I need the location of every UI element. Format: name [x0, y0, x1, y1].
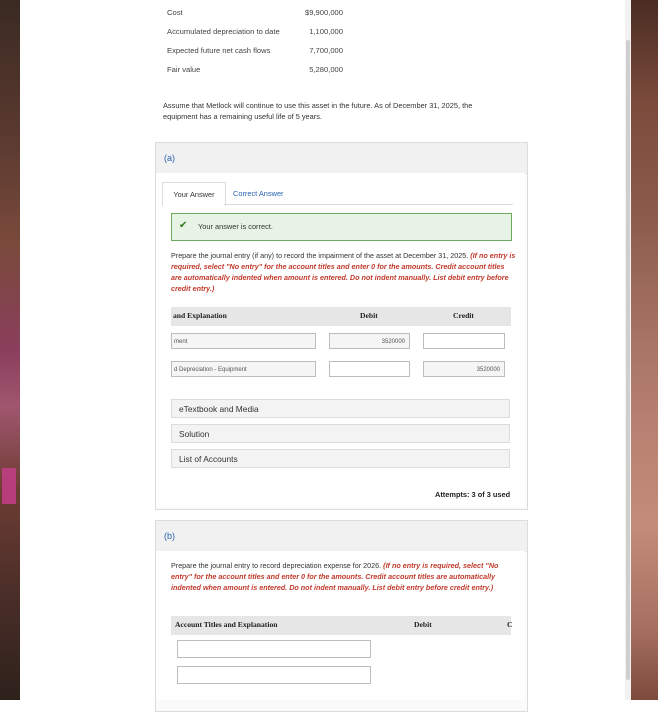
journal-table-header — [171, 307, 511, 326]
col-debit-header: Debit — [360, 311, 378, 320]
fact-label: Fair value — [167, 65, 201, 74]
account-title-input[interactable] — [177, 640, 371, 658]
account-title-input[interactable]: ment — [171, 333, 316, 349]
tab-correct-answer[interactable]: Correct Answer — [233, 189, 284, 198]
correct-answer-banner — [171, 213, 512, 241]
solution-link[interactable]: Solution — [171, 424, 510, 443]
credit-input[interactable]: 3520000 — [423, 361, 505, 377]
background-photo-left — [0, 0, 20, 700]
part-b-label: (b) — [164, 531, 175, 541]
fact-value: 5,280,000 — [309, 65, 343, 74]
account-title-input[interactable]: d Depreciation - Equipment — [171, 361, 316, 377]
background-photo-right — [631, 0, 658, 700]
checkmark-icon: ✔ — [179, 220, 188, 231]
scrollbar-thumb[interactable] — [626, 40, 630, 680]
chevron-left-icon — [2, 468, 16, 504]
fact-label: Accumulated depreciation to date — [167, 27, 280, 36]
fact-value: 7,700,000 — [309, 46, 343, 55]
instruction-note: (If no entry is required, select "No entry" for the account titles and enter 0 for the amounts. Credit account titles are automatically indented when amount is entered. Do not indent manually. List debit entry before credit entry.) — [171, 561, 499, 592]
fact-label: Expected future net cash flows — [167, 46, 271, 55]
col-debit-header: Debit — [414, 620, 432, 629]
debit-input[interactable]: 3520000 — [329, 333, 410, 349]
instruction-note: (If no entry is required, select "No entry" for the account titles and enter 0 for the amounts. Credit account titles are automatically indented when amount is entered. Do not indent manually. List debit entry before credit entry.) — [171, 251, 516, 293]
journal-table-header — [171, 616, 511, 635]
fact-value: 1,100,000 — [309, 27, 343, 36]
part-a-label: (a) — [164, 153, 175, 163]
part-b-instructions — [171, 560, 516, 593]
col-credit-header: Credit — [453, 311, 474, 320]
tab-divider — [224, 204, 513, 205]
etextbook-link[interactable]: eTextbook and Media — [171, 399, 510, 418]
instruction-text: Prepare the journal entry (if any) to record the impairment of the asset at December 31, 2025. — [171, 251, 469, 260]
part-b-header — [156, 521, 527, 552]
correct-message: Your answer is correct. — [198, 222, 273, 231]
col-account-header: Account Titles and Explanation — [175, 620, 278, 629]
tab-your-answer[interactable]: Your Answer — [162, 182, 226, 206]
part-a-header — [156, 143, 527, 174]
instruction-text: Prepare the journal entry to record depreciation expense for 2026. — [171, 561, 382, 570]
part-a-instructions — [171, 250, 516, 294]
col-account-header: and Explanation — [173, 311, 227, 320]
attempts-counter: Attempts: 3 of 3 used — [435, 490, 511, 499]
col-credit-header: C — [507, 620, 513, 629]
fact-label: Cost — [167, 8, 183, 17]
fact-value: $9,900,000 — [304, 8, 343, 17]
list-of-accounts-link[interactable]: List of Accounts — [171, 449, 510, 468]
account-title-input[interactable] — [177, 666, 371, 684]
assumption-text: Assume that Metlock will continue to use this asset in the future. As of December 31, 2025, the equipment has a remaining useful life of 5 years. — [163, 101, 473, 121]
credit-input[interactable] — [423, 333, 505, 349]
debit-input[interactable] — [329, 361, 410, 377]
